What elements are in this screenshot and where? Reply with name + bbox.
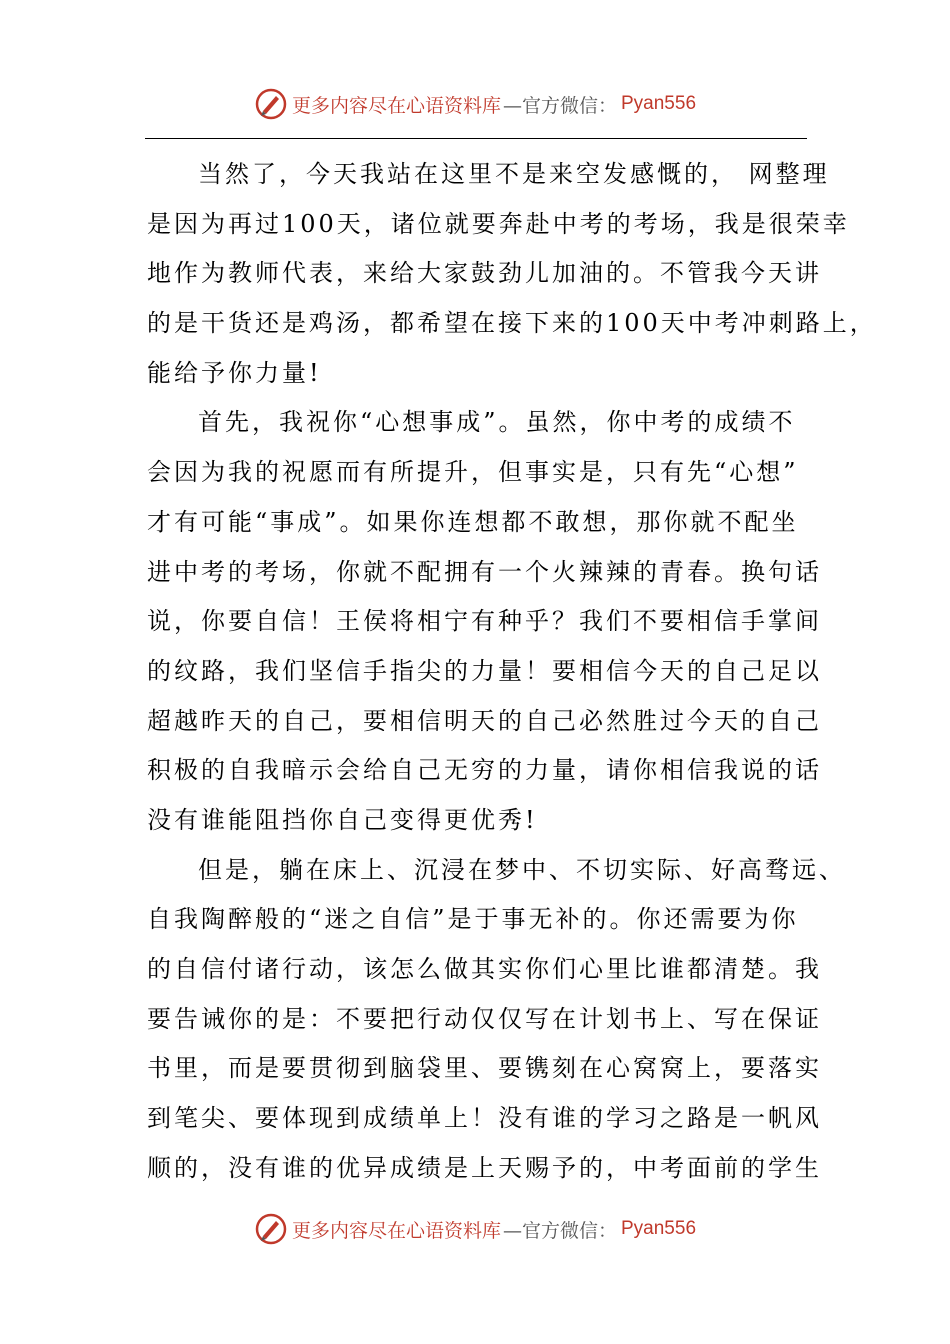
banner-wechat-id: Pyan556 (621, 93, 697, 114)
banner-text: 更多内容尽在心语资料库 (291, 1219, 501, 1242)
text-line: 顺的，没有谁的优异成绩是上天赐予的，中考面前的学生 (147, 1153, 822, 1182)
document-body (147, 150, 877, 1193)
text-line: 是因为再过100天，诸位就要奔赴中考的考场，我是很荣幸 (147, 209, 850, 238)
text-line: 当然了，今天我站在这里不是来空发感慨的， 网整理 (198, 160, 830, 188)
text-line: 没有谁能阻挡你自己变得更优秀! (147, 805, 538, 834)
text-line: 才有可能“事成”。如果你连想都不敢想，那你就不配坐 (147, 507, 799, 536)
text-line: 会因为我的祝愿而有所提升，但事实是，只有先“心想” (147, 458, 799, 487)
banner-wechat-id: Pyan556 (621, 1218, 697, 1239)
text-line: 首先，我祝你“心想事成”。虽然，你中考的成绩不 (198, 408, 796, 437)
footer-banner (0, 1209, 950, 1249)
banner-official-label: —官方微信： (502, 94, 617, 117)
text-line: 说，你要自信！王侯将相宁有种乎？我们不要相信手掌间 (147, 607, 822, 636)
text-line: 积极的自我暗示会给自己无穷的力量，请你相信我说的话 (147, 756, 822, 785)
text-line: 超越昨天的自己，要相信明天的自己必然胜过今天的自己 (147, 706, 822, 735)
text-line: 自我陶醉般的“迷之自信”是于事无补的。你还需要为你 (147, 905, 799, 934)
text-line: 能给予你力量! (147, 358, 322, 387)
text-line: 但是，躺在床上、沉浸在梦中、不切实际、好高骛远、 (198, 855, 846, 884)
header-divider (145, 138, 807, 139)
text-line: 进中考的考场，你就不配拥有一个火辣辣的青春。换句话 (147, 557, 822, 586)
banner-text: 更多内容尽在心语资料库 (291, 94, 501, 117)
banner-official-label: —官方微信： (502, 1219, 617, 1242)
text-line: 到笔尖、要体现到成绩单上！没有谁的学习之路是一帆风 (147, 1104, 822, 1133)
text-line: 的纹路，我们坚信手指尖的力量！要相信今天的自己足以 (147, 656, 822, 685)
header-banner (0, 84, 950, 124)
text-line: 要告诫你的是：不要把行动仅仅写在计划书上、写在保证 (147, 1004, 822, 1033)
text-line: 的是干货还是鸡汤，都希望在接下来的100天中考冲刺路上， (147, 309, 877, 338)
text-line: 书里，而是要贯彻到脑袋里、要镌刻在心窝窝上，要落实 (147, 1054, 822, 1083)
pen-logo-icon (254, 87, 288, 121)
text-line: 地作为教师代表，来给大家鼓劲儿加油的。不管我今天讲 (147, 259, 822, 288)
pen-logo-icon (254, 1212, 288, 1246)
text-line: 的自信付诸行动，该怎么做其实你们心里比谁都清楚。我 (147, 955, 822, 983)
